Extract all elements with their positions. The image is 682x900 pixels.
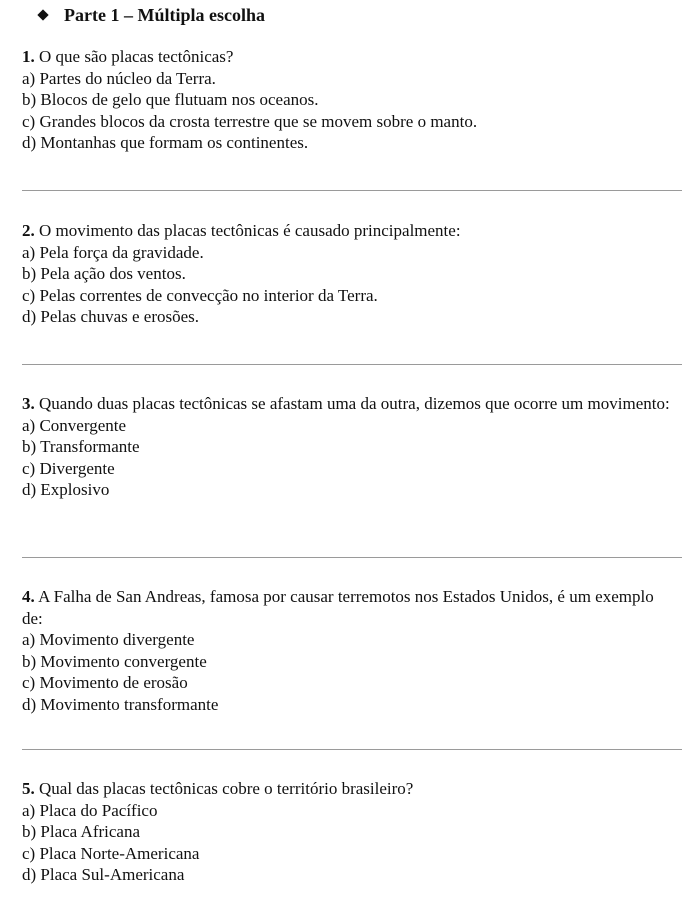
question-prompt: Quando duas placas tectônicas se afastam uma da outra, dizemos que ocorre um movimento:: [39, 394, 670, 413]
question-text: [22, 778, 670, 800]
option-b: b) Blocos de gelo que flutuam nos oceanos.: [22, 90, 319, 109]
option-c: c) Divergente: [22, 458, 115, 478]
option-a: a) Pela força da gravidade.: [22, 242, 204, 262]
option-d: d) Explosivo: [22, 480, 110, 499]
question-2: [22, 220, 670, 328]
option-c: c) Pelas correntes de convecção no interior da Terra.: [22, 285, 378, 305]
option-b: b) Transformante: [22, 437, 140, 456]
option-b: b) Movimento convergente: [22, 651, 207, 671]
question-prompt: O que são placas tectônicas?: [39, 47, 234, 66]
question-number: 4.: [22, 587, 35, 606]
divider: [22, 364, 682, 365]
option-a: a) Movimento divergente: [22, 630, 195, 649]
option-d: d) Placa Sul-Americana: [22, 865, 185, 884]
question-number: 2.: [22, 221, 35, 240]
option-a: a) Convergente: [22, 415, 127, 435]
question-text: [22, 586, 670, 629]
option-b: b) Placa Africana: [22, 822, 140, 841]
option-b: b) Pela ação dos ventos.: [22, 264, 186, 283]
option-c: c) Grandes blocos da crosta terrestre que se movem sobre o manto.: [22, 111, 478, 131]
question-text: [22, 220, 670, 242]
option-c: c) Placa Norte-Americana: [22, 843, 200, 863]
question-number: 3.: [22, 394, 35, 413]
question-text: [22, 46, 670, 68]
question-3: [22, 393, 670, 501]
question-4: [22, 586, 670, 715]
option-d: d) Montanhas que formam os continentes.: [22, 133, 309, 152]
divider: [22, 749, 682, 750]
question-prompt: A Falha de San Andreas, famosa por causar terremotos nos Estados Unidos, é um exemplo de:: [22, 587, 654, 628]
question-1: [22, 46, 670, 154]
question-number: 5.: [22, 779, 35, 798]
section-title: Parte 1 – Múltipla escolha: [64, 5, 265, 25]
question-5: [22, 778, 670, 886]
option-a: a) Placa do Pacífico: [22, 800, 158, 820]
option-d: d) Pelas chuvas e erosões.: [22, 307, 200, 326]
question-text: [22, 393, 670, 415]
question-prompt: O movimento das placas tectônicas é causado principalmente:: [39, 221, 461, 240]
diamond-bullet-icon: [37, 9, 48, 20]
section-heading: [37, 4, 265, 26]
divider: [22, 190, 682, 191]
option-a: a) Partes do núcleo da Terra.: [22, 68, 216, 88]
option-c: c) Movimento de erosão: [22, 673, 188, 692]
option-d: d) Movimento transformante: [22, 694, 219, 714]
question-prompt: Qual das placas tectônicas cobre o território brasileiro?: [39, 779, 414, 798]
divider: [22, 557, 682, 558]
question-number: 1.: [22, 47, 35, 66]
